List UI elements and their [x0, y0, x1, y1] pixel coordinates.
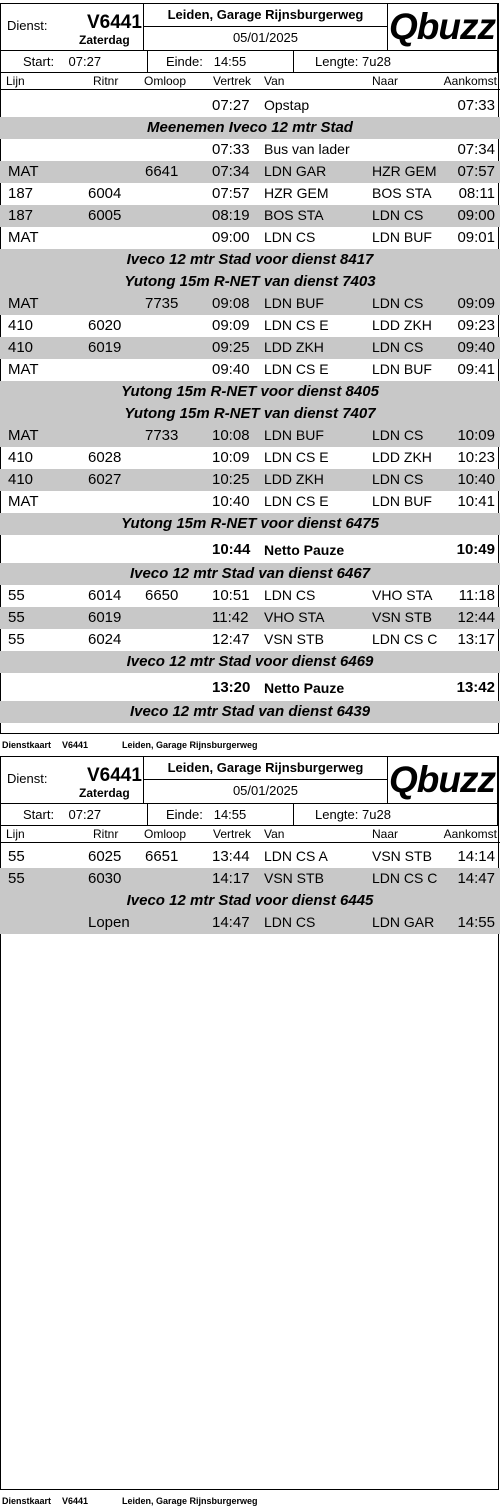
cell-naar: LDN CS: [372, 427, 424, 443]
end-time: Einde: 14:55: [147, 804, 294, 825]
cell-lijn: MAT: [8, 361, 39, 378]
pause-row: [0, 673, 500, 701]
cell-van: LDN CS: [264, 914, 316, 930]
vehicle-note: Iveco 12 mtr Stad van dienst 6467: [0, 563, 500, 585]
cell-aankomst: 09:09: [457, 295, 495, 312]
column-header: [0, 826, 500, 843]
cell-naar: LDN CS C: [372, 870, 438, 886]
cell-vertrek: 10:08: [212, 427, 250, 444]
page-2: [0, 756, 500, 934]
col-vertrek: Vertrek: [213, 827, 252, 841]
cell-aankomst: 11:18: [458, 587, 495, 604]
trip-row: [0, 161, 500, 183]
cell-van: LDD ZKH: [264, 471, 324, 487]
col-omloop: Omloop: [144, 827, 187, 841]
cell-van: LDN CS E: [264, 493, 329, 509]
col-ritnr: Ritnr: [93, 74, 119, 88]
cell-aankomst: 07:57: [457, 163, 495, 180]
qbuzz-logo: Qbuzz: [389, 6, 495, 47]
cell-naar: LDN CS: [372, 207, 424, 223]
cell-lijn: MAT: [8, 163, 39, 180]
vehicle-note: Iveco 12 mtr Stad voor dienst 6469: [0, 651, 500, 673]
cell-vertrek: 10:09: [212, 449, 250, 466]
cell-lijn: MAT: [8, 427, 39, 444]
dienst-label: Dienst:: [7, 771, 48, 786]
col-aankomst: Aankomst: [443, 74, 497, 88]
cell-aankomst: 07:33: [457, 97, 495, 114]
vehicle-note: Yutong 15m R-NET voor dienst 6475: [0, 513, 500, 535]
time-summary: [0, 804, 498, 826]
cell-naar: VHO STA: [372, 587, 433, 603]
cell-van: VSN STB: [264, 870, 324, 886]
cell-omloop: 6641: [145, 163, 179, 180]
vehicle-note: Yutong 15m R-NET voor dienst 8405: [0, 381, 500, 403]
cell-ritnr: 6020: [88, 317, 122, 334]
column-header: [0, 73, 500, 90]
cell-omloop: 6651: [145, 848, 179, 865]
cell-van: Bus van lader: [264, 141, 350, 157]
cell-vertrek: 09:25: [212, 339, 250, 356]
pause-row: [0, 535, 500, 563]
col-omloop: Omloop: [144, 74, 187, 88]
footer-garage: Leiden, Garage Rijnsburgerweg: [122, 1496, 258, 1506]
cell-vertrek: 10:51: [212, 587, 250, 604]
footer-label: Dienstkaart: [2, 740, 52, 750]
trip-row: [0, 491, 500, 513]
cell-ritnr: 6019: [88, 339, 122, 356]
cell-vertrek: 09:40: [212, 361, 250, 378]
cell-naar: LDN BUF: [372, 493, 432, 509]
pause-start: 10:44: [212, 541, 251, 558]
cell-aankomst: 09:23: [457, 317, 495, 334]
cell-van: Opstap: [264, 97, 310, 113]
trip-row: [0, 447, 500, 469]
duration: Lengte: 7u28: [315, 54, 391, 69]
cell-lijn: 410: [8, 449, 34, 466]
cell-naar: LDN CS C: [372, 631, 438, 647]
duty-header: [0, 3, 498, 51]
cell-ritnr: 6028: [88, 449, 122, 466]
footer-label: Dienstkaart: [2, 1496, 52, 1506]
cell-aankomst: 10:41: [457, 493, 495, 510]
garage-date-box: [143, 757, 388, 803]
cell-vertrek: 12:47: [212, 631, 250, 648]
trip-rows: [0, 95, 500, 723]
service-date: 05/01/2025: [232, 30, 299, 45]
cell-van: VSN STB: [264, 631, 324, 647]
col-naar: Naar: [372, 827, 399, 841]
cell-van: LDN CS: [264, 229, 316, 245]
cell-ritnr: 6025: [88, 848, 122, 865]
trip-row: [0, 315, 500, 337]
cell-lijn: 55: [8, 587, 25, 604]
trip-row: [0, 629, 500, 651]
trip-row: [0, 337, 500, 359]
cell-naar: LDN BUF: [372, 229, 432, 245]
cell-van: VHO STA: [264, 609, 325, 625]
cell-ritnr: 6030: [88, 870, 122, 887]
cell-van: BOS STA: [264, 207, 324, 223]
col-lijn: Lijn: [6, 74, 25, 88]
cell-naar: LDD ZKH: [372, 317, 432, 333]
cell-vertrek: 09:08: [212, 295, 250, 312]
cell-aankomst: 09:40: [457, 339, 495, 356]
cell-ritnr: 6019: [88, 609, 122, 626]
cell-vertrek: 07:57: [212, 185, 250, 202]
col-ritnr: Ritnr: [93, 827, 119, 841]
col-vertrek: Vertrek: [213, 74, 252, 88]
cell-van: LDN BUF: [264, 427, 324, 443]
cell-lijn: 410: [8, 317, 34, 334]
cell-van: LDD ZKH: [264, 339, 324, 355]
trip-row: [0, 205, 500, 227]
cell-aankomst: 07:34: [457, 141, 495, 158]
cell-vertrek: 13:44: [212, 848, 250, 865]
cell-aankomst: 13:17: [457, 631, 495, 648]
cell-vertrek: 07:34: [212, 163, 250, 180]
cell-vertrek: 14:17: [212, 870, 250, 887]
cell-aankomst: 12:44: [457, 609, 495, 626]
cell-naar: LDD ZKH: [372, 449, 432, 465]
cell-aankomst: 14:47: [457, 870, 495, 887]
cell-aankomst: 09:00: [457, 207, 495, 224]
cell-van: LDN CS E: [264, 317, 329, 333]
cell-aankomst: 14:14: [457, 848, 495, 865]
trip-row: [0, 585, 500, 607]
cell-van: HZR GEM: [264, 185, 329, 201]
vehicle-note: Yutong 15m R-NET van dienst 7407: [0, 403, 500, 425]
trip-row: [0, 95, 500, 117]
dienst-label: Dienst:: [7, 18, 48, 33]
trip-row: [0, 359, 500, 381]
cell-van: LDN CS E: [264, 361, 329, 377]
cell-naar: LDN CS: [372, 339, 424, 355]
cell-lijn: 55: [8, 848, 25, 865]
cell-naar: HZR GEM: [372, 163, 437, 179]
cell-van: LDN CS E: [264, 449, 329, 465]
day-label: Zaterdag: [79, 786, 130, 800]
trip-row: [0, 227, 500, 249]
vehicle-note: Yutong 15m R-NET van dienst 7403: [0, 271, 500, 293]
cell-van: LDN CS A: [264, 848, 328, 864]
cell-aankomst: 08:11: [458, 185, 495, 202]
start-time: Start: 07:27: [23, 54, 102, 69]
cell-lijn: 187: [8, 207, 34, 224]
cell-vertrek: 08:19: [212, 207, 250, 224]
cell-ritnr: 6014: [88, 587, 122, 604]
cell-van: LDN CS: [264, 587, 316, 603]
vehicle-note: Meenemen Iveco 12 mtr Stad: [0, 117, 500, 139]
trip-row: [0, 846, 500, 868]
cell-lijn: 410: [8, 339, 34, 356]
cell-lijn: 55: [8, 870, 25, 887]
pause-label: Netto Pauze: [264, 542, 345, 558]
cell-aankomst: 09:01: [457, 229, 495, 246]
cell-naar: VSN STB: [372, 609, 432, 625]
cell-aankomst: 10:40: [457, 471, 495, 488]
cell-omloop: 7735: [145, 295, 179, 312]
trip-row: [0, 912, 500, 934]
trip-row: [0, 469, 500, 491]
end-time: Einde: 14:55: [147, 51, 294, 72]
cell-lijn: MAT: [8, 229, 39, 246]
day-label: Zaterdag: [79, 33, 130, 47]
pause-label: Netto Pauze: [264, 680, 345, 696]
trip-row: [0, 139, 500, 161]
pause-end: 10:49: [456, 541, 495, 558]
cell-lijn: MAT: [8, 493, 39, 510]
page-1: [0, 3, 500, 723]
cell-van: LDN BUF: [264, 295, 324, 311]
vehicle-note: Iveco 12 mtr Stad voor dienst 8417: [0, 249, 500, 271]
cell-ritnr: 6027: [88, 471, 122, 488]
col-naar: Naar: [372, 74, 399, 88]
cell-ritnr: Lopen: [88, 914, 130, 931]
cell-naar: LDN GAR: [372, 914, 435, 930]
time-summary: [0, 51, 498, 73]
footer-dienst: V6441: [62, 740, 89, 750]
garage-name: Leiden, Garage Rijnsburgerweg: [144, 757, 387, 780]
pause-end: 13:42: [456, 679, 495, 696]
duty-header: [0, 756, 498, 804]
dienst-code: V6441: [87, 12, 142, 33]
cell-lijn: 410: [8, 471, 34, 488]
cell-vertrek: 09:09: [212, 317, 250, 334]
cell-naar: BOS STA: [372, 185, 432, 201]
cell-vertrek: 11:42: [212, 609, 249, 626]
cell-vertrek: 14:47: [212, 914, 250, 931]
cell-omloop: 7733: [145, 427, 179, 444]
cell-lijn: 187: [8, 185, 34, 202]
cell-ritnr: 6004: [88, 185, 122, 202]
cell-aankomst: 10:23: [457, 449, 495, 466]
cell-naar: VSN STB: [372, 848, 432, 864]
cell-van: LDN GAR: [264, 163, 327, 179]
footer-garage: Leiden, Garage Rijnsburgerweg: [122, 740, 258, 750]
duration: Lengte: 7u28: [315, 807, 391, 822]
cell-vertrek: 10:25: [212, 471, 250, 488]
trip-row: [0, 293, 500, 315]
start-time: Start: 07:27: [23, 807, 102, 822]
cell-vertrek: 07:27: [212, 97, 250, 114]
col-van: Van: [264, 74, 285, 88]
trip-row: [0, 425, 500, 447]
vehicle-note: Iveco 12 mtr Stad voor dienst 6445: [0, 890, 500, 912]
cell-aankomst: 09:41: [457, 361, 495, 378]
trip-rows: [0, 846, 500, 934]
col-lijn: Lijn: [6, 827, 25, 841]
dienst-code: V6441: [87, 765, 142, 786]
pause-start: 13:20: [212, 679, 251, 696]
trip-row: [0, 868, 500, 890]
trip-row: [0, 607, 500, 629]
cell-aankomst: 10:09: [457, 427, 495, 444]
qbuzz-logo: Qbuzz: [389, 759, 495, 800]
cell-ritnr: 6005: [88, 207, 122, 224]
garage-date-box: [143, 4, 388, 50]
cell-aankomst: 14:55: [457, 914, 495, 931]
garage-name: Leiden, Garage Rijnsburgerweg: [144, 4, 387, 27]
col-van: Van: [264, 827, 285, 841]
cell-naar: LDN BUF: [372, 361, 432, 377]
cell-naar: LDN CS: [372, 295, 424, 311]
cell-vertrek: 09:00: [212, 229, 250, 246]
cell-lijn: MAT: [8, 295, 39, 312]
cell-lijn: 55: [8, 631, 25, 648]
cell-naar: LDN CS: [372, 471, 424, 487]
cell-vertrek: 10:40: [212, 493, 250, 510]
cell-ritnr: 6024: [88, 631, 122, 648]
service-date: 05/01/2025: [232, 783, 299, 798]
col-aankomst: Aankomst: [443, 827, 497, 841]
vehicle-note: Iveco 12 mtr Stad van dienst 6439: [0, 701, 500, 723]
cell-omloop: 6650: [145, 587, 179, 604]
cell-vertrek: 07:33: [212, 141, 250, 158]
trip-row: [0, 183, 500, 205]
footer-dienst: V6441: [62, 1496, 89, 1506]
cell-lijn: 55: [8, 609, 25, 626]
